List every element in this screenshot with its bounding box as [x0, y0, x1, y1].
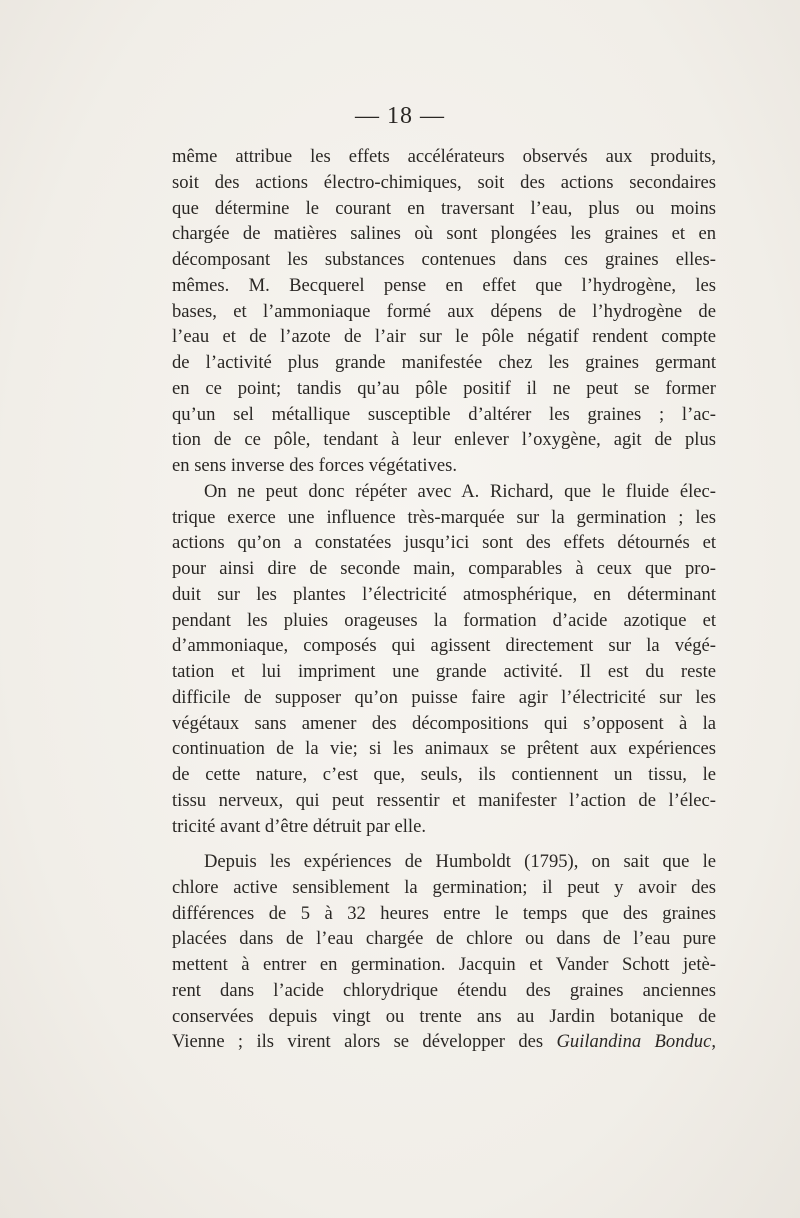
text-line: pour ainsi dire de seconde main, comparables à ceux que pro-	[172, 558, 716, 579]
text-line: mettent à entrer en germination. Jacquin et Vander Schott jetè-	[172, 954, 716, 975]
text-line: en sens inverse des forces végétatives.	[172, 455, 457, 476]
text-line: qu’un sel métallique susceptible d’altérer les graines ; l’ac-	[172, 403, 716, 425]
text-line: duit sur les plantes l’électricité atmosphérique, en déterminant	[172, 583, 716, 605]
italic-species-name: Guilandina Bonduc	[556, 1031, 712, 1053]
text-line: tricité avant d’être détruit par elle.	[172, 815, 426, 837]
text-line: placées dans de l’eau chargée de chlore ou dans de l’eau pure	[172, 928, 716, 950]
text-line: soit des actions électro-chimiques, soit des actions secondaires	[172, 171, 716, 193]
text-line: que détermine le courant en traversant l’eau, plus ou moins	[172, 197, 716, 219]
text-line: de l’activité plus grande manifestée chez les graines germant	[172, 352, 716, 373]
text-line: chargée de matières salines où sont plongées les graines et en	[172, 223, 716, 245]
text-line: pendant les pluies orageuses la formation d’acide azotique et	[172, 609, 716, 631]
text-line: en ce point; tandis qu’au pôle positif il ne peut se former	[172, 377, 716, 399]
text-line: même attribue les effets accélérateurs observés aux produits,	[172, 146, 716, 167]
text-line: Depuis les expériences de Humboldt (1795), on sait que le	[204, 851, 716, 872]
text-segment: ,	[711, 1031, 716, 1053]
page-number: — 18 —	[355, 103, 445, 129]
text-line: décomposant les substances contenues dans ces graines elles-	[172, 249, 716, 270]
paragraph-1	[172, 144, 716, 839]
text-line: On ne peut donc répéter avec A. Richard, que le fluide élec-	[204, 480, 716, 502]
text-line: l’eau et de l’azote de l’air sur le pôle négatif rendent compte	[172, 326, 716, 348]
text-line: rent dans l’acide chlorydrique étendu des graines anciennes	[172, 979, 716, 1001]
text-line: bases, et l’ammoniaque formé aux dépens de l’hydrogène de	[172, 300, 716, 322]
text-line: de cette nature, c’est que, seuls, ils contiennent un tissu, le	[172, 764, 716, 785]
text-line: tissu nerveux, qui peut ressentir et manifester l’action de l’élec-	[172, 789, 716, 811]
text-line: tion de ce pôle, tendant à leur enlever l’oxygène, agit de plus	[172, 429, 716, 451]
text-line: tation et lui impriment une grande activité. Il est du reste	[172, 661, 716, 682]
text-segment: Vienne ; ils virent alors se développer des	[172, 1031, 557, 1053]
text-line: conservées depuis vingt ou trente ans au Jardin botanique de	[172, 1005, 716, 1027]
text-line: trique exerce une influence très-marquée sur la germination ; les	[172, 506, 716, 528]
text-line: chlore active sensiblement la germination; il peut y avoir des	[172, 876, 716, 898]
text-line: d’ammoniaque, composés qui agissent directement sur la végé-	[172, 635, 716, 657]
text-line-final	[172, 1029, 716, 1055]
text-line: végétaux sans amener des décompositions qui s’opposent à la	[172, 712, 716, 734]
text-line: continuation de la vie; si les animaux se prêtent aux expériences	[172, 738, 716, 760]
text-line: actions qu’on a constatées jusqu’ici sont des effets détournés et	[172, 532, 716, 554]
text-line: différences de 5 à 32 heures entre le temps que des graines	[172, 902, 716, 924]
text-line: mêmes. M. Becquerel pense en effet que l’hydrogène, les	[172, 274, 716, 296]
paragraph-2	[172, 849, 716, 1055]
text-line: difficile de supposer qu’on puisse faire agir l’électricité sur les	[172, 686, 716, 708]
